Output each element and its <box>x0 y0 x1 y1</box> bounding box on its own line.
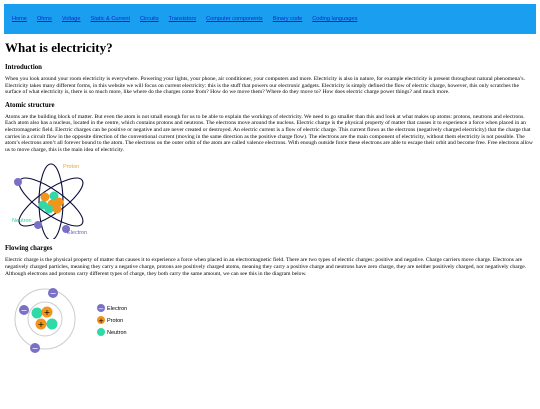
neutron-label: Neutron <box>12 218 32 225</box>
neutron-particle <box>32 308 43 319</box>
neutron-particle <box>47 319 58 330</box>
flowing-charges-heading: Flowing charges <box>5 245 53 253</box>
charge-diagram <box>5 283 165 353</box>
page-title: What is electricity? <box>5 40 113 55</box>
neutron-particle <box>45 205 54 214</box>
electron-particle <box>34 221 42 229</box>
nav-link-circuits[interactable]: Circuits <box>140 16 159 22</box>
nav-link-binary-code[interactable]: Binary code <box>272 16 303 22</box>
legend-neutron-swatch <box>97 328 105 336</box>
electron-particle <box>14 178 22 186</box>
legend-proton-sign: + <box>98 317 104 326</box>
atomic-structure-paragraph: Atoms are the building block of matter. But even the atom is not small enough for us to be able to explain the workings of electricity. We need to go smaller than this and look at what makes up atoms: protons, neutrons and electrons. Each atom also has a nucleus, located in the centre, which contains protons and neutrons. The electrons move around the nucleus. Electric charge is the physical property of matter that causes it to experience a force when placed in an electromagnetic field. Electric charges can be positive or negative and are never created or destroyed. An electric current is a flow of electric charge. This current flows as the electrons (negatively charged electricity) that the charge that carries in a circuit flow in the opposite direction of the conventional current (moving in the same direction as the positive charge flow). The electrons are the main component of electricity, without them electricity is not possible. The atom’s electrons aren’t all forever bound to the atom. The electrons on the outer orbit of the atom are called valence electrons. With enough outside force these electrons are able to escape their orbit and become free. Free electrons allow us to move charge, this is the main idea of electricity. <box>5 113 533 153</box>
charge-atom <box>15 288 75 353</box>
intro-heading: Introduction <box>5 64 42 71</box>
flowing-charges-paragraph: Electric charge is the physical property of matter that causes it to experience a force when placed in an electromagnetic field. There are two types of electric charges: positive and negative. Charge carriers move charge. Electrons are negatively charged particles, meaning they carry a negative charge, protons are positively charged atoms, meaning they carry a positive charge and neutrons have zero charge, they are neither positively charged, nor negatively charge. Although electrons and protons carry different types of charge, they both carry the same amount, we can see this in the diagram below. <box>5 257 527 277</box>
electron-sign: − <box>20 306 28 316</box>
atom-diagram <box>5 159 125 239</box>
nav-link-coding-languages[interactable]: Coding languages <box>312 16 358 22</box>
nav-link-home[interactable]: Home <box>12 16 27 22</box>
nav-link-ohms[interactable]: Ohms <box>36 16 52 22</box>
legend-electron-label: Electron <box>107 306 128 313</box>
intro-paragraph: When you look around your room electricity is everywhere. Powering your lights, your phone, air conditioner, your computers and more. Electricity is also in nature, for example electricity is present throughout natural phenomena’s. Electricity takes many different forms, in this website we will focus on current electricity: this is the stuff that powers our electronic gadgets. Electricity is simply defined the flow of electric charge, however, this only scratches the surface of what electricity is, there is so much more, like where do the charges come from? How do we move them? Where do they move to? How does electric charge power things? and much more. <box>5 76 526 96</box>
proton-sign: + <box>37 320 45 330</box>
proton-particle <box>53 205 62 214</box>
nav-link-voltage[interactable]: Voltage <box>61 16 81 22</box>
top-navbar <box>4 4 536 34</box>
legend-neutron-label: Neutron <box>107 330 127 337</box>
charge-legend <box>97 304 127 336</box>
proton-particle <box>41 193 50 202</box>
legend-proton-label: Proton <box>107 318 124 325</box>
main-content <box>0 40 540 353</box>
nav-link-static-current[interactable]: Static & Current <box>90 16 130 22</box>
nav-link-transistors[interactable]: Transistors <box>168 16 197 22</box>
proton-sign: + <box>43 308 51 318</box>
atomic-structure-heading: Atomic structure <box>5 101 55 109</box>
nav-link-computer-components[interactable]: Computer components <box>206 16 263 22</box>
orbit-ring <box>15 289 75 349</box>
proton-label: Proton <box>63 164 80 171</box>
electron-sign: − <box>49 289 57 299</box>
electron-label: Electron <box>67 230 88 237</box>
legend-electron-sign: − <box>98 305 104 314</box>
electron-sign: − <box>31 344 39 354</box>
